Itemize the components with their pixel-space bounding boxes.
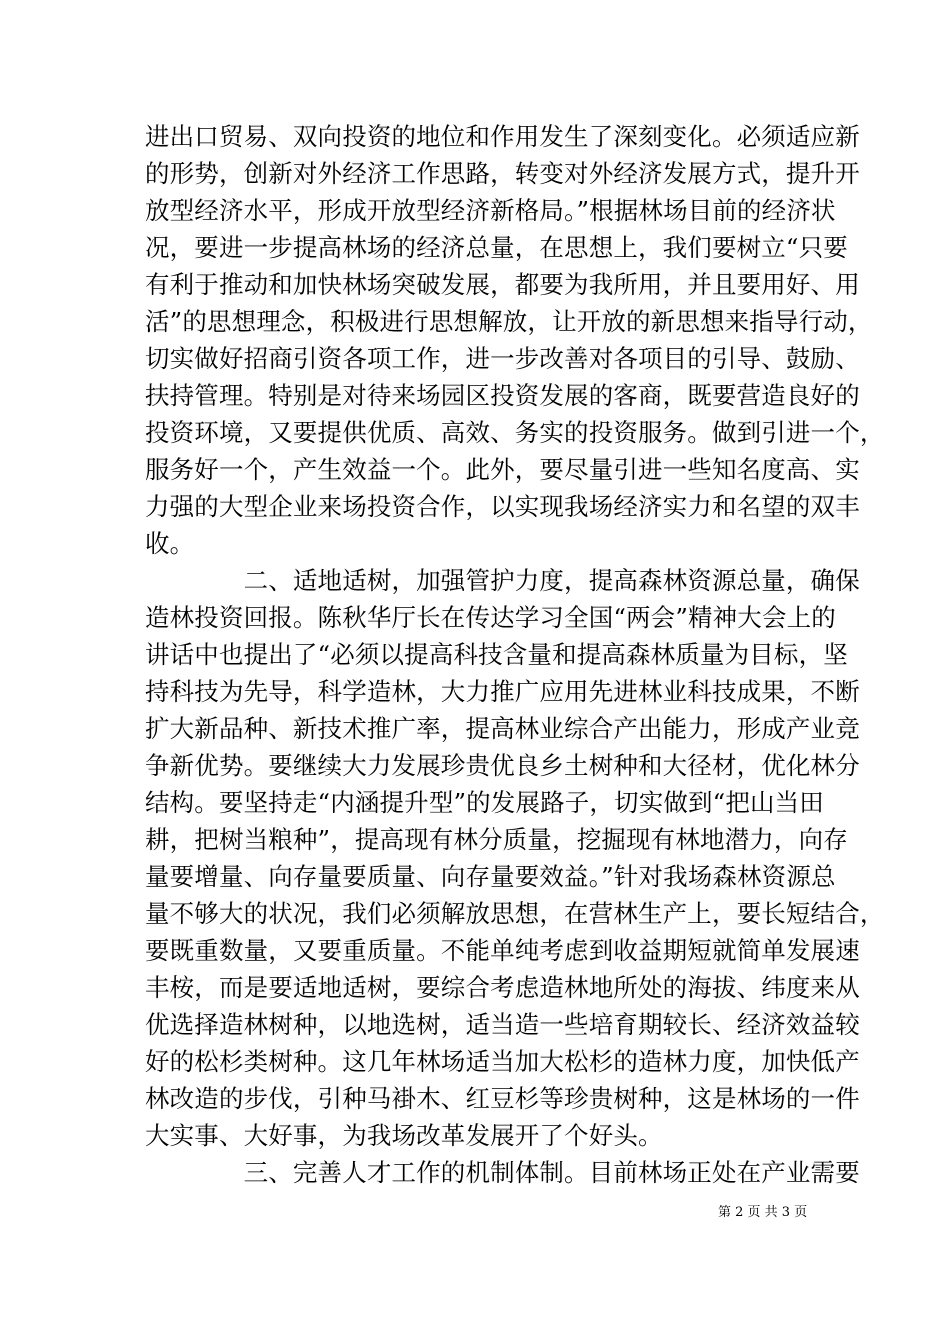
page-number-footer: 第 2 页 共 3 页 — [718, 1205, 808, 1220]
section-heading-line: 三、完善人才工作的机制体制。目前林场正处在产业需要 — [145, 1158, 860, 1187]
body-text-line: 收。 — [145, 529, 195, 558]
body-text-line: 耕，把树当粮种”，提高现有林分质量，挖掘现有林地潜力，向存 — [145, 825, 848, 854]
body-text-line: 结构。要坚持走“内涵提升型”的发展路子，切实做到“把山当田 — [145, 788, 824, 817]
body-text-line: 量不够大的状况，我们必须解放思想，在营林生产上，要长短结合， — [145, 899, 885, 928]
body-text-line: 持科技为先导，科学造林，大力推广应用先进林业科技成果，不断 — [145, 677, 860, 706]
body-text-line: 力强的大型企业来场投资合作，以实现我场经济实力和名望的双丰 — [145, 492, 860, 521]
body-text-line: 争新优势。要继续大力发展珍贵优良乡土树种和大径材，优化林分 — [145, 751, 860, 780]
body-text-line: 优选择造林树种，以地选树，适当造一些培育期较长、经济效益较 — [145, 1010, 860, 1039]
body-text-line: 量要增量、向存量要质量、向存量要效益。”针对我场森林资源总 — [145, 862, 836, 891]
body-text-line: 的形势，创新对外经济工作思路，转变对外经济发展方式，提升开 — [145, 159, 860, 188]
body-text-line: 有利于推动和加快林场突破发展，都要为我所用，并且要用好、用 — [145, 270, 860, 299]
body-text-line: 扩大新品种、新技术推广率，提高林业综合产出能力，形成产业竞 — [145, 714, 860, 743]
body-text-line: 造林投资回报。陈秋华厅长在传达学习全国“两会”精神大会上的 — [145, 603, 836, 632]
body-text-line: 扶持管理。特别是对待来场园区投资发展的客商，既要营造良好的 — [145, 381, 860, 410]
body-text-line: 丰桉，而是要适地适树，要综合考虑造林地所处的海拔、纬度来从 — [145, 973, 860, 1002]
body-text-line: 况，要进一步提高林场的经济总量，在思想上，我们要树立“只要 — [145, 233, 848, 262]
body-text-line: 要既重数量，又要重质量。不能单纯考虑到收益期短就简单发展速 — [145, 936, 860, 965]
body-text-line: 大实事、大好事，为我场改革发展开了个好头。 — [145, 1121, 663, 1150]
body-text-line: 放型经济水平，形成开放型经济新格局。”根据林场目前的经济状 — [145, 196, 836, 225]
section-heading-line: 二、适地适树，加强管护力度，提高森林资源总量，确保 — [145, 566, 860, 595]
body-text-line: 林改造的步伐，引种马褂木、红豆杉等珍贵树种，这是林场的一件 — [145, 1084, 860, 1113]
body-text-line: 好的松杉类树种。这几年林场适当加大松杉的造林力度，加快低产 — [145, 1047, 860, 1076]
body-text-line: 进出口贸易、双向投资的地位和作用发生了深刻变化。必须适应新 — [145, 122, 860, 151]
body-text-line: 服务好一个，产生效益一个。此外，要尽量引进一些知名度高、实 — [145, 455, 860, 484]
body-text-line: 活”的思想理念，积极进行思想解放，让开放的新思想来指导行动， — [145, 307, 873, 336]
body-text-line: 切实做好招商引资各项工作，进一步改善对各项目的引导、鼓励、 — [145, 344, 860, 373]
body-text-line: 投资环境，又要提供优质、高效、务实的投资服务。做到引进一个， — [145, 418, 885, 447]
body-text-line: 讲话中也提出了“必须以提高科技含量和提高森林质量为目标，坚 — [145, 640, 848, 669]
